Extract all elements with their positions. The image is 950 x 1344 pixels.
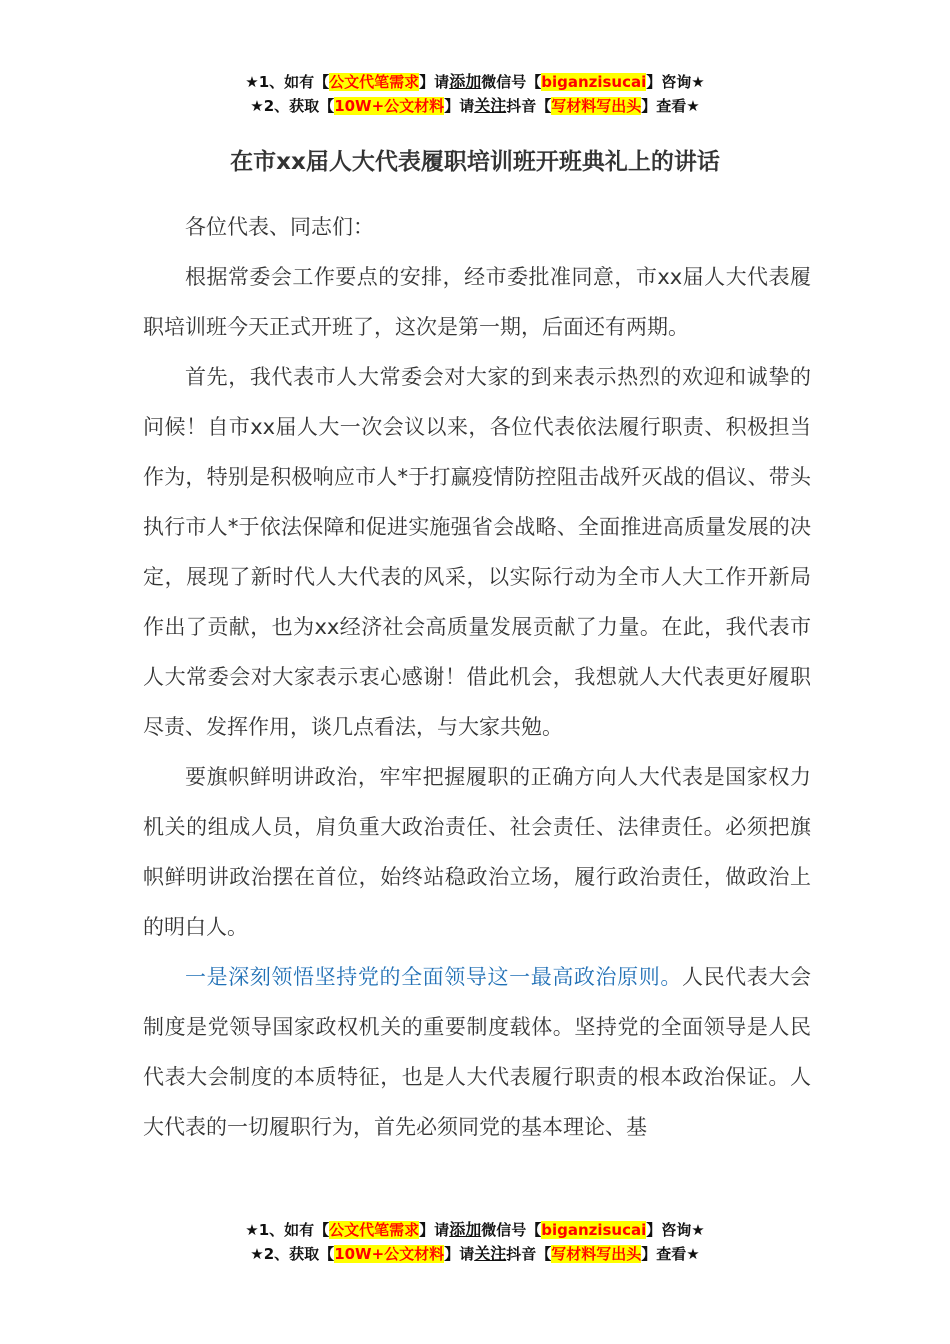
promo-text: ★2、获取【 <box>250 97 335 115</box>
promo-text: 】请 <box>444 1245 475 1263</box>
promo-highlight-wechat-id: biganzisucai <box>541 1221 647 1239</box>
salutation: 各位代表、同志们： <box>185 215 374 239</box>
promo-highlight: 公文代笔需求 <box>329 1221 420 1239</box>
document-body <box>143 202 811 1152</box>
promo-text: 抖音【 <box>506 97 552 115</box>
promo-text: 微信号【 <box>481 1221 542 1239</box>
promo-text: 】请 <box>444 97 475 115</box>
promo-highlight-wechat-id: biganzisucai <box>541 73 647 91</box>
promo-highlight: 10W+公文材料 <box>334 97 445 115</box>
promo-text: 】查看★ <box>641 97 700 115</box>
promo-highlight: 10W+公文材料 <box>334 1245 445 1263</box>
promo-text: 】咨询★ <box>646 1221 705 1239</box>
promo-underline: 添加 <box>449 1220 482 1239</box>
footer-promo-banner <box>0 1218 950 1266</box>
promo-line-1 <box>0 1218 950 1242</box>
promo-text: ★1、如有【 <box>245 1221 330 1239</box>
promo-line-2 <box>0 1242 950 1266</box>
section-paragraph <box>143 952 811 1152</box>
header-promo-banner <box>0 70 950 118</box>
promo-highlight-douyin-id: 写材料写出头 <box>551 1245 642 1263</box>
promo-text: 】查看★ <box>641 1245 700 1263</box>
promo-text: 】请 <box>419 73 450 91</box>
promo-line-1 <box>0 70 950 94</box>
promo-text: 】咨询★ <box>646 73 705 91</box>
paragraph: 要旗帜鲜明讲政治，牢牢把握履职的正确方向人大代表是国家权力机关的组成人员，肩负重大政治责任、社会责任、法律责任。必须把旗帜鲜明讲政治摆在首位，始终站稳政治立场，履行政治责任，做政治上的明白人。 <box>143 765 811 939</box>
promo-underline: 关注 <box>474 1244 507 1263</box>
promo-text: 抖音【 <box>506 1245 552 1263</box>
promo-text: ★1、如有【 <box>245 73 330 91</box>
document-title: 在市xx届人大代表履职培训班开班典礼上的讲话 <box>230 149 720 175</box>
section-heading: 一是深刻领悟坚持党的全面领导这一最高政治原则。 <box>185 965 682 989</box>
paragraph: 首先，我代表市人大常委会对大家的到来表示热烈的欢迎和诚挚的问候！自市xx届人大一次会议以来，各位代表依法履行职责、积极担当作为，特别是积极响应市人*于打赢疫情防控阻击战歼灭战的倡议、带头执行市人*于依法保障和促进实施强省会战略、全面推进高质量发展的决定，展现了新时代人大代表的风采，以实际行动为全市人大工作开新局作出了贡献，也为xx经济社会高质量发展贡献了力量。在此，我代表市人大常委会对大家表示衷心感谢！借此机会，我想就人大代表更好履职尽责、发挥作用，谈几点看法，与大家共勉。 <box>143 365 811 739</box>
promo-highlight: 公文代笔需求 <box>329 73 420 91</box>
promo-underline: 添加 <box>449 72 482 91</box>
promo-text: ★2、获取【 <box>250 1245 335 1263</box>
section-body: 人民代表大会制度是党领导国家政权机关的重要制度载体。坚持党的全面领导是人民代表大会制度的本质特征，也是人大代表履行职责的根本政治保证。人大代表的一切履职行为，首先必须同党的基本理论、基 <box>143 965 812 1139</box>
promo-text: 微信号【 <box>481 73 542 91</box>
promo-line-2 <box>0 94 950 118</box>
paragraph: 根据常委会工作要点的安排，经市委批准同意，市xx届人大代表履职培训班今天正式开班了，这次是第一期，后面还有两期。 <box>143 265 811 339</box>
promo-text: 】请 <box>419 1221 450 1239</box>
promo-underline: 关注 <box>474 96 507 115</box>
promo-highlight-douyin-id: 写材料写出头 <box>551 97 642 115</box>
